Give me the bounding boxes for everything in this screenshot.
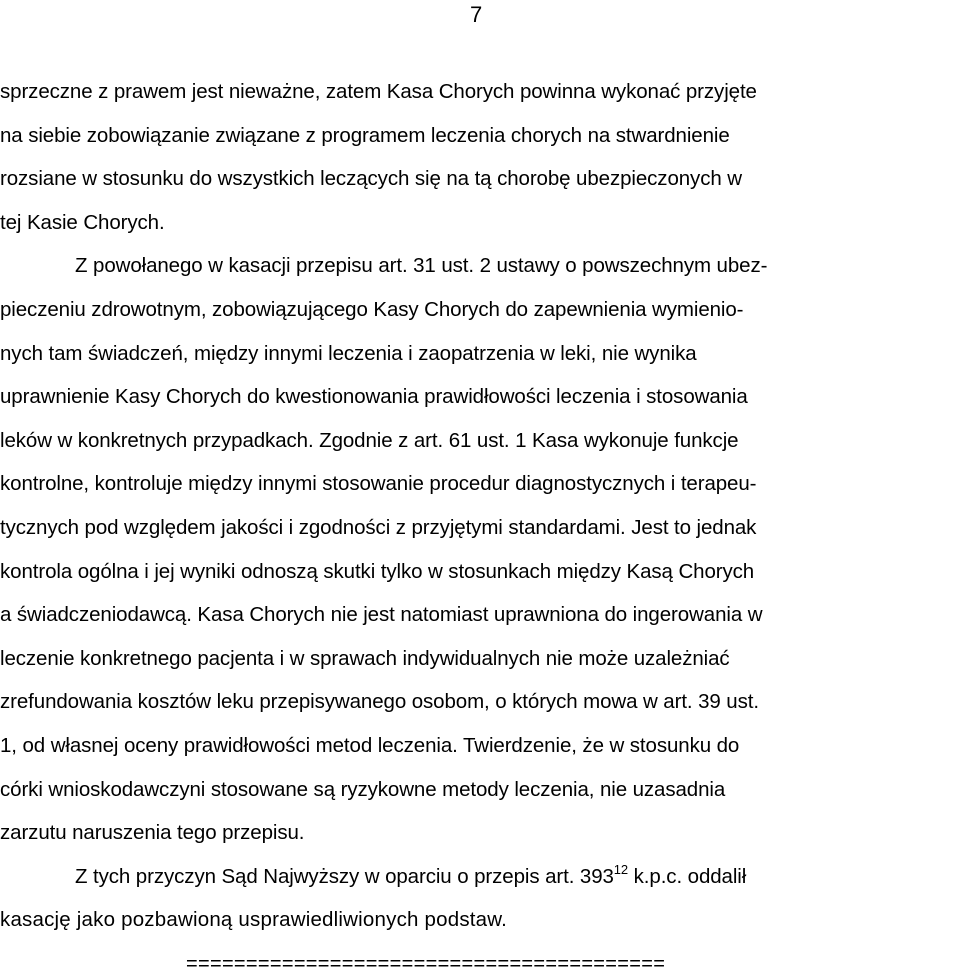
final-paragraph-line: kasację jako pozbawioną usprawiedliwionych podstaw.	[0, 908, 508, 932]
text-line: zrefundowania kosztów leku przepisywanego osobom, o których mowa w art. 39 ust.	[0, 690, 759, 714]
judgment-text	[0, 70, 960, 942]
text-line: kontrolne, kontroluje między innymi stosowanie procedur diagnostycznych i terapeu-	[0, 472, 757, 496]
end-separator: ========================================	[186, 953, 666, 975]
final-text-after-superscript: k.p.c. oddalił	[628, 864, 747, 888]
text-line: uprawnienie Kasy Chorych do kwestionowania prawidłowości leczenia i stosowania	[0, 385, 748, 409]
article-superscript: 12	[613, 861, 629, 877]
text-line: leków w konkretnych przypadkach. Zgodnie z art. 61 ust. 1 Kasa wykonuje funkcje	[0, 428, 739, 452]
text-line: tycznych pod względem jakości i zgodności z przyjętymi standardami. Jest to jednak	[0, 515, 757, 539]
final-paragraph-line	[0, 855, 960, 899]
text-line: nych tam świadczeń, między innymi leczenia i zaopatrzenia w leki, nie wynika	[0, 341, 697, 365]
text-line: tej Kasie Chorych.	[0, 210, 165, 234]
text-line: rozsiane w stosunku do wszystkich leczących się na tą chorobę ubezpieczonych w	[0, 167, 742, 191]
text-line: Z powołanego w kasacji przepisu art. 31 ust. 2 ustawy o powszechnym ubez-	[75, 254, 768, 278]
text-line: kontrola ogólna i jej wyniki odnoszą skutki tylko w stosunkach między Kasą Chorych	[0, 559, 755, 583]
text-line: sprzeczne z prawem jest nieważne, zatem Kasa Chorych powinna wykonać przyjęte	[0, 80, 757, 103]
text-line: pieczeniu zdrowotnym, zobowiązującego Kasy Chorych do zapewnienia wymienio-	[0, 297, 744, 321]
final-text-before-superscript: Z tych przyczyn Sąd Najwyższy w oparciu o przepis art. 393	[75, 864, 614, 888]
text-line: 1, od własnej oceny prawidłowości metod leczenia. Twierdzenie, że w stosunku do	[0, 733, 740, 757]
text-line: na siebie zobowiązanie związane z programem leczenia chorych na stwardnienie	[0, 123, 730, 147]
text-line: leczenie konkretnego pacjenta i w sprawach indywidualnych nie może uzależniać	[0, 646, 730, 670]
text-line: zarzutu naruszenia tego przepisu.	[0, 821, 305, 845]
text-line: córki wnioskodawczyni stosowane są ryzykowne metody leczenia, nie uzasadnia	[0, 777, 726, 801]
text-line: a świadczeniodawcą. Kasa Chorych nie jest natomiast uprawniona do ingerowania w	[0, 603, 763, 627]
page-number: 7	[470, 2, 483, 27]
